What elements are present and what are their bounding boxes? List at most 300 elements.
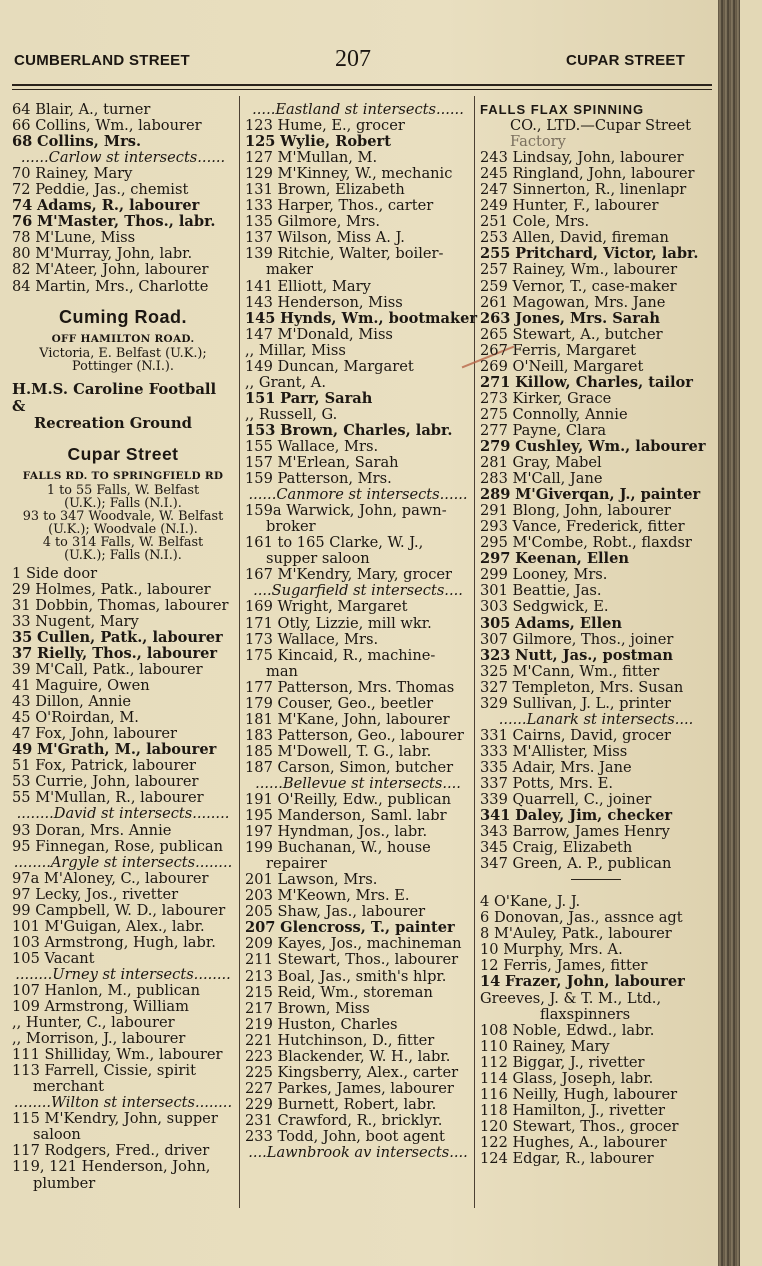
directory-entry xyxy=(12,678,234,694)
directory-entry xyxy=(12,166,234,182)
house-number: 114 xyxy=(480,1069,508,1087)
resident-name: Armstrong, Hugh, labr. xyxy=(44,933,216,951)
resident-name: M'Master, Thos., labr. xyxy=(36,213,216,231)
resident-name: M'Mullan, R., labourer xyxy=(35,789,204,807)
resident-name: Adams, R., labourer xyxy=(36,197,200,215)
house-number: 217 xyxy=(245,999,273,1017)
directory-entry xyxy=(480,599,712,615)
resident-name: Blair, A., turner xyxy=(35,101,151,118)
intersection-lawnbrook: ....Lawnbrook av intersects.... xyxy=(248,1144,468,1162)
house-number: 10 xyxy=(480,941,499,959)
directory-entry xyxy=(12,694,234,710)
directory-entry xyxy=(480,1087,712,1103)
resident-name: Sullivan, J. L., printer xyxy=(512,694,671,712)
resident-name: M'Call, Patk., labourer xyxy=(35,661,203,679)
directory-entry xyxy=(480,632,712,648)
directory-entry xyxy=(245,1129,471,1145)
resident-name: M'Guigan, Alex., labr. xyxy=(44,917,205,935)
house-number: 203 xyxy=(245,887,273,905)
resident-name: Templeton, Mrs. Susan xyxy=(512,678,684,696)
house-number: 331 xyxy=(480,726,508,744)
resident-name: Grant, A. xyxy=(258,373,326,391)
directory-entry xyxy=(12,774,234,790)
directory-entry xyxy=(480,728,712,744)
resident-name: Huston, Charles xyxy=(277,1015,398,1033)
house-number: 33 xyxy=(12,612,31,630)
directory-entry xyxy=(245,760,471,776)
directory-entry xyxy=(480,616,712,632)
house-number: 111 xyxy=(12,1046,40,1064)
directory-entry xyxy=(245,1001,471,1017)
house-number: ,, xyxy=(245,373,255,391)
resident-name: Parkes, James, labourer xyxy=(277,1079,454,1097)
district-cuming-1: Victoria, E. Belfast (U.K.); xyxy=(39,345,207,361)
house-number: 129 xyxy=(245,165,273,183)
house-number: 39 xyxy=(12,661,31,679)
house-number: 293 xyxy=(480,518,508,536)
directory-entry xyxy=(245,309,478,327)
directory-entry: 167 M'Kendry, Mary, grocer xyxy=(245,566,452,584)
resident-name: Hunter, F., labourer xyxy=(512,197,659,215)
column-divider-1 xyxy=(239,96,240,1208)
directory-entry xyxy=(480,503,712,519)
house-number: 245 xyxy=(480,165,508,183)
resident-name: Gilmore, Mrs. xyxy=(277,213,381,231)
directory-entry xyxy=(12,118,234,134)
house-number: 333 xyxy=(480,742,508,760)
resident-name: Currie, John, labourer xyxy=(35,773,199,791)
directory-entry xyxy=(245,279,471,295)
directory-entry xyxy=(480,696,712,712)
directory-entry xyxy=(12,823,234,839)
house-number: 261 xyxy=(480,293,508,311)
directory-entry xyxy=(480,262,712,278)
house-number: 299 xyxy=(480,566,508,584)
intersection-canmore: ......Canmore st intersects...... xyxy=(248,486,468,504)
intersection-carlow: ......Carlow st intersects...... xyxy=(20,149,226,167)
resident-name: Hutchinson, D., fitter xyxy=(277,1031,435,1049)
intersection-urney: ........Urney st intersects........ xyxy=(15,965,231,983)
house-number: 263 xyxy=(480,309,511,327)
house-number: 124 xyxy=(480,1150,508,1167)
house-number: 301 xyxy=(480,582,508,600)
house-number: 110 xyxy=(480,1037,508,1055)
house-number: 207 xyxy=(245,919,276,937)
directory-entry xyxy=(245,1049,471,1065)
resident-name: Dillon, Annie xyxy=(35,693,132,711)
falls-flax-line-3: Factory xyxy=(510,133,566,151)
resident-name: O'Roirdan, M. xyxy=(35,709,139,727)
house-number: 191 xyxy=(245,791,273,809)
directory-entry xyxy=(480,295,712,311)
resident-name: Killow, Charles, tailor xyxy=(515,373,693,391)
house-number: 80 xyxy=(12,245,31,263)
directory-entry xyxy=(245,696,471,712)
hms-line-1: H.M.S. Caroline Football & xyxy=(12,380,217,415)
house-number: 175 xyxy=(245,646,273,664)
house-number: 279 xyxy=(480,437,511,455)
resident-name: Millar, Miss xyxy=(258,341,346,359)
house-number: 219 xyxy=(245,1015,273,1033)
directory-entry xyxy=(12,999,234,1015)
directory-entry xyxy=(245,952,471,968)
directory-entry xyxy=(12,630,234,646)
directory-entry xyxy=(480,327,712,343)
directory-entry xyxy=(12,262,234,278)
house-number: 151 xyxy=(245,389,276,407)
house-number: 149 xyxy=(245,357,273,375)
continuation-line: maker xyxy=(266,261,313,279)
resident-name: Parr, Sarah xyxy=(280,389,373,407)
house-number: 6 xyxy=(480,909,490,927)
resident-name: Henderson, Miss xyxy=(277,293,403,311)
house-number: 307 xyxy=(480,630,508,648)
house-number: 229 xyxy=(245,1095,273,1113)
resident-name: Glass, Joseph, labr. xyxy=(512,1069,654,1087)
resident-name: Edgar, R., labourer xyxy=(512,1150,654,1167)
resident-name: Rielly, Thos., labourer xyxy=(36,644,218,662)
resident-name: Shaw, Jas., labourer xyxy=(277,903,426,921)
resident-name: Sinnerton, R., linenlapr xyxy=(512,181,687,199)
house-number: 112 xyxy=(480,1053,508,1071)
resident-name: Ringland, John, labourer xyxy=(512,165,695,183)
directory-entry xyxy=(480,246,712,262)
directory-entry xyxy=(480,808,712,824)
resident-name: Russell, G. xyxy=(258,405,338,423)
house-number: 209 xyxy=(245,935,273,953)
directory-entry xyxy=(12,1063,234,1079)
house-number: 105 xyxy=(12,949,40,967)
directory-entry xyxy=(480,824,712,840)
resident-name: Side door xyxy=(25,564,98,582)
house-number: 101 xyxy=(12,917,40,935)
directory-entry xyxy=(12,598,234,614)
directory-entry xyxy=(480,375,712,391)
directory-entry xyxy=(245,680,471,696)
resident-name: M'Keown, Mrs. E. xyxy=(277,887,410,905)
directory-entry: 161 to 165 Clarke, W. J., xyxy=(245,534,424,552)
directory-entry: 159a Warwick, John, pawn- xyxy=(245,502,447,520)
resident-name: Vernor, T., case-maker xyxy=(512,277,677,295)
directory-entry xyxy=(480,551,712,567)
house-number: 169 xyxy=(245,598,273,616)
directory-entry xyxy=(480,680,712,696)
house-number: 173 xyxy=(245,630,273,648)
directory-entry xyxy=(480,343,712,359)
resident-name: Lawson, Mrs. xyxy=(277,871,378,889)
district-cupar-3: 4 to 314 Falls, W. Belfast xyxy=(42,534,204,550)
resident-name: Pritchard, Victor, labr. xyxy=(515,245,699,263)
resident-name: Maguire, Owen xyxy=(35,677,150,695)
house-number: 223 xyxy=(245,1047,273,1065)
resident-name: Daley, Jim, checker xyxy=(515,807,673,825)
resident-name: Wallace, Mrs. xyxy=(277,630,379,648)
resident-name: Allen, David, fireman xyxy=(512,229,669,247)
resident-name: Cullen, Patk., labourer xyxy=(36,628,223,646)
house-number: 49 xyxy=(12,741,33,759)
resident-name: M'Donald, Miss xyxy=(277,325,393,343)
house-number: 251 xyxy=(480,213,508,231)
house-number: 4 xyxy=(480,893,490,911)
resident-name: M'Kane, John, labourer xyxy=(277,710,450,728)
resident-name: Vacant xyxy=(44,949,95,967)
resident-name: Burnett, Robert, labr. xyxy=(277,1095,437,1113)
house-number: 265 xyxy=(480,325,508,343)
resident-name: Stewart, Thos., grocer xyxy=(512,1117,679,1135)
column-1 xyxy=(12,102,234,1192)
intersection-bellevue: ......Bellevue st intersects.... xyxy=(255,774,461,792)
house-number: 113 xyxy=(12,1062,40,1080)
falls-flax-heading: FALLS FLAX SPINNING xyxy=(480,102,645,117)
resident-name: Stewart, A., butcher xyxy=(512,325,663,343)
directory-entry xyxy=(480,942,712,958)
directory-entry xyxy=(480,230,712,246)
resident-name: Fox, John, labourer xyxy=(35,725,178,743)
house-number: 84 xyxy=(12,277,31,295)
house-number: 14 xyxy=(480,973,501,991)
district-cuming-2: Pottinger (N.I.). xyxy=(72,358,174,374)
resident-name: Rainey, Mary xyxy=(512,1037,610,1055)
resident-name: O'Neill, Margaret xyxy=(512,357,644,375)
house-number: 45 xyxy=(12,709,31,727)
directory-entry xyxy=(245,327,471,343)
house-number: 195 xyxy=(245,807,273,825)
directory-entry xyxy=(480,744,712,760)
resident-name: M'Aloney, C., labourer xyxy=(43,869,209,887)
resident-name: Glencross, T., painter xyxy=(280,919,455,937)
house-number: 108 xyxy=(480,1021,508,1039)
house-number: 177 xyxy=(245,678,273,696)
house-number: 1 xyxy=(12,564,22,582)
directory-entry xyxy=(480,198,712,214)
house-number: 283 xyxy=(480,470,508,488)
district-cupar-2b: (U.K.); Woodvale (N.I.). xyxy=(48,521,198,537)
resident-name: Gray, Mabel xyxy=(512,454,602,472)
house-number: ,, xyxy=(245,341,255,359)
house-number: 179 xyxy=(245,694,273,712)
directory-entry xyxy=(480,439,712,455)
directory-entry xyxy=(12,1015,234,1031)
house-number: 123 xyxy=(245,117,273,135)
directory-entry xyxy=(245,343,471,359)
continuation-line: supper saloon xyxy=(266,550,370,568)
directory-entry xyxy=(245,824,471,840)
intersection-david: ........David st intersects........ xyxy=(16,805,230,823)
house-number: 243 xyxy=(480,149,508,167)
directory-entry xyxy=(480,1151,712,1167)
resident-name: Noble, Edwd., labr. xyxy=(512,1021,655,1039)
resident-name: Lecky, Jos., rivetter xyxy=(35,885,179,903)
resident-name: Harper, Thos., carter xyxy=(277,197,434,215)
house-number: 74 xyxy=(12,197,33,215)
directory-entry xyxy=(480,150,712,166)
resident-name: M'Combe, Robt., flaxdsr xyxy=(512,534,692,552)
directory-entry xyxy=(480,910,712,926)
house-number: 281 xyxy=(480,454,508,472)
house-number: 118 xyxy=(480,1101,508,1119)
resident-name: Wylie, Robert xyxy=(280,133,391,151)
resident-name: Finnegan, Rose, publican xyxy=(35,837,224,855)
resident-name: Campbell, W. D., labourer xyxy=(35,901,226,919)
house-number: 277 xyxy=(480,421,508,439)
resident-name: Payne, Clara xyxy=(512,421,607,439)
house-number: ,, xyxy=(12,1030,22,1048)
directory-entry xyxy=(245,904,471,920)
resident-name: Rainey, Mary xyxy=(35,165,133,183)
house-number: 78 xyxy=(12,229,31,247)
house-number: 327 xyxy=(480,678,508,696)
house-number: 29 xyxy=(12,580,31,598)
house-number: 211 xyxy=(245,951,273,969)
house-number: 66 xyxy=(12,117,31,135)
directory-entry xyxy=(245,840,471,856)
directory-entry xyxy=(245,920,471,936)
house-number: 82 xyxy=(12,261,31,279)
resident-name: Wallace, Mrs. xyxy=(277,437,379,455)
resident-name: Carson, Simon, butcher xyxy=(277,758,454,776)
house-number: 97a xyxy=(12,869,40,887)
resident-name: Ritchie, Walter, boiler- xyxy=(277,245,444,263)
directory-entry xyxy=(480,760,712,776)
directory-entry xyxy=(245,1033,471,1049)
directory-entry xyxy=(245,246,471,262)
directory-entry xyxy=(480,182,712,198)
resident-name: Quarrell, C., joiner xyxy=(512,791,652,809)
resident-name: Ferris, Margaret xyxy=(512,341,636,359)
resident-name: Ferris, James, fitter xyxy=(503,957,648,975)
hms-line-2: Recreation Ground xyxy=(34,414,192,432)
resident-name: Kirker, Grace xyxy=(512,389,612,407)
directory-entry xyxy=(245,616,471,632)
resident-name: Frazer, John, labourer xyxy=(504,973,685,991)
resident-name: M'Lune, Miss xyxy=(35,229,136,247)
resident-name: Craig, Elizabeth xyxy=(512,839,633,857)
house-number: 155 xyxy=(245,437,273,455)
directory-entry xyxy=(245,214,471,230)
resident-name: Green, A. P., publican xyxy=(512,855,672,873)
house-number: 145 xyxy=(245,309,276,327)
directory-entry xyxy=(245,423,471,439)
house-number: 257 xyxy=(480,261,508,279)
directory-entry xyxy=(245,166,471,182)
house-number: 221 xyxy=(245,1031,273,1049)
page-number: 207 xyxy=(335,46,371,72)
resident-name: Duncan, Margaret xyxy=(277,357,414,375)
directory-entry xyxy=(480,792,712,808)
resident-name: M'Giverqan, J., painter xyxy=(515,486,701,504)
resident-name: Manderson, Saml. labr xyxy=(277,807,447,825)
directory-entry xyxy=(12,871,234,887)
directory-entry xyxy=(12,614,234,630)
house-number: 275 xyxy=(480,405,508,423)
route-cupar: FALLS RD. TO SPRINGFIELD RD xyxy=(22,469,224,482)
house-number: 181 xyxy=(245,710,273,728)
directory-entry xyxy=(480,840,712,856)
directory-entry xyxy=(480,535,712,551)
house-number: 99 xyxy=(12,901,31,919)
house-number: 341 xyxy=(480,807,511,825)
house-number: 147 xyxy=(245,325,273,343)
directory-entry xyxy=(12,903,234,919)
house-number: 197 xyxy=(245,823,273,841)
house-number: 269 xyxy=(480,357,508,375)
resident-name: Fox, Patrick, labourer xyxy=(35,757,196,775)
section-separator xyxy=(571,879,621,880)
header-rule-thin xyxy=(12,89,712,90)
house-number: 213 xyxy=(245,967,273,985)
directory-entry xyxy=(245,792,471,808)
directory-entry xyxy=(245,295,471,311)
resident-name: Farrell, Cissie, spirit xyxy=(44,1062,196,1080)
house-number: 137 xyxy=(245,229,273,247)
directory-entry xyxy=(12,582,234,598)
house-number: 55 xyxy=(12,789,31,807)
resident-name: Sedgwick, E. xyxy=(512,598,609,616)
directory-entry xyxy=(245,936,471,952)
directory-entry xyxy=(12,646,234,662)
directory-entry: 119, 121 Henderson, John, xyxy=(12,1158,211,1176)
house-number: 231 xyxy=(245,1111,273,1129)
resident-name: Donovan, Jas., assnce agt xyxy=(493,909,683,927)
house-number: 227 xyxy=(245,1079,273,1097)
resident-name: Shilliday, Wm., labourer xyxy=(44,1046,223,1064)
directory-entry xyxy=(245,1097,471,1113)
directory-entry xyxy=(245,375,471,391)
directory-entry xyxy=(245,1113,471,1129)
directory-entry xyxy=(480,1103,712,1119)
house-number: 153 xyxy=(245,421,276,439)
resident-name: Couser, Geo., beetler xyxy=(277,694,434,712)
house-number: 259 xyxy=(480,277,508,295)
directory-entry xyxy=(480,926,712,942)
directory-entry xyxy=(12,1047,234,1063)
street-title-cuming: Cuming Road. xyxy=(59,306,187,327)
directory-entry xyxy=(480,359,712,375)
continuation-line: saloon xyxy=(33,1126,81,1144)
resident-name: Kincaid, R., machine- xyxy=(277,646,436,664)
resident-name: Crawford, R., bricklyr. xyxy=(277,1111,443,1129)
house-number: 135 xyxy=(245,213,273,231)
house-number: 297 xyxy=(480,550,511,568)
directory-entry xyxy=(12,198,234,214)
house-number: 171 xyxy=(245,614,273,632)
header-left-street: CUMBERLAND STREET xyxy=(14,52,190,69)
directory-entry xyxy=(12,662,234,678)
directory-entry xyxy=(245,439,471,455)
resident-name: Armstrong, William xyxy=(44,998,189,1016)
resident-name: Wright, Margaret xyxy=(277,598,408,616)
house-number: 305 xyxy=(480,614,511,632)
house-number: 273 xyxy=(480,389,508,407)
resident-name: Stewart, Thos., labourer xyxy=(277,951,459,969)
resident-name: Hume, E., grocer xyxy=(277,117,405,135)
directory-entry xyxy=(12,726,234,742)
directory-entry xyxy=(12,1031,234,1047)
house-number: 125 xyxy=(245,133,276,151)
directory-entry xyxy=(12,246,234,262)
house-number: 291 xyxy=(480,502,508,520)
house-number: 107 xyxy=(12,981,40,999)
house-number: 323 xyxy=(480,646,511,664)
house-number: 31 xyxy=(12,596,31,614)
house-number: 68 xyxy=(12,133,33,151)
directory-entry xyxy=(245,391,471,407)
house-number: 183 xyxy=(245,726,273,744)
intersection-lanark: ......Lanark st intersects.... xyxy=(498,710,694,728)
resident-name: Potts, Mrs. E. xyxy=(512,774,613,792)
continuation-line: merchant xyxy=(33,1078,104,1096)
directory-entry xyxy=(245,230,471,246)
